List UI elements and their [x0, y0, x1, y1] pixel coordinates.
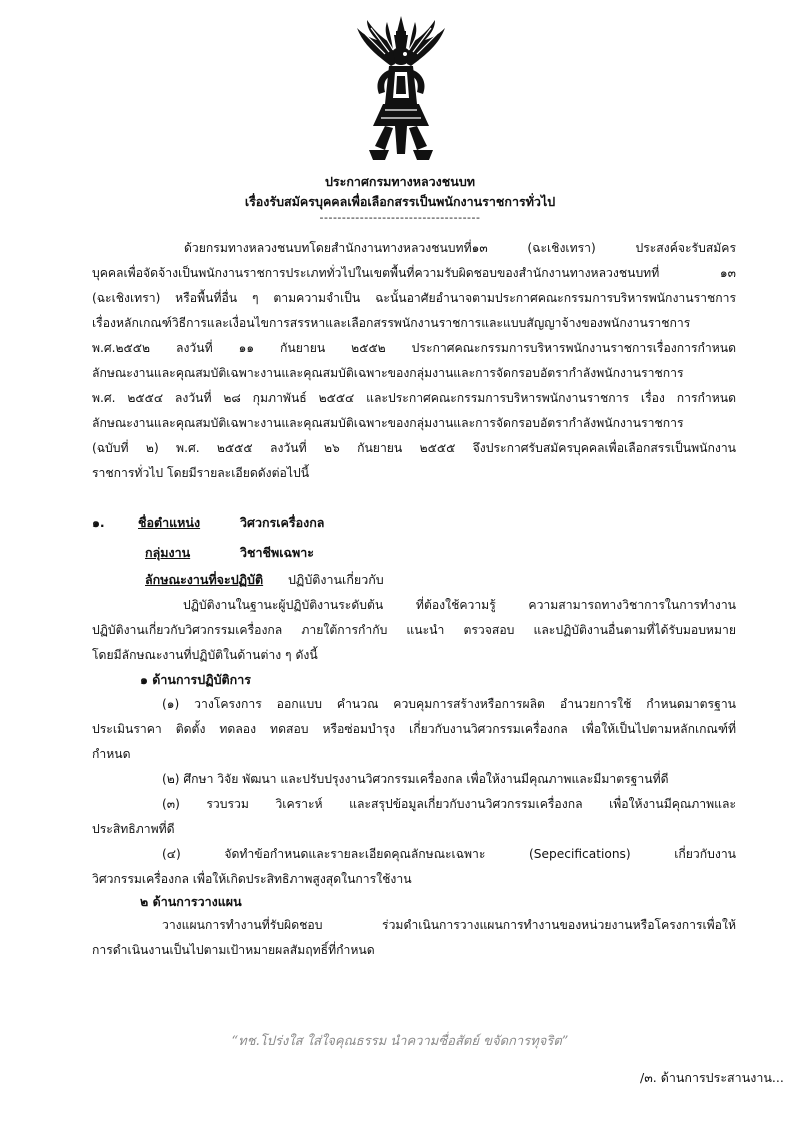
intro-line: ลักษณะงานและคุณสมบัติเฉพาะงานและคุณสมบัติเฉพาะของกลุ่มงานและการจัดกรอบอัตรากำลังพนักงานราชการ [92, 366, 684, 380]
planning-line: วางแผนการทำงานที่รับผิดชอบ ร่วมดำเนินการวางแผนการทำงานของหน่วยงานหรือโครงการเพื่อให้ [162, 918, 736, 932]
operations-heading: ๑ ด้านการปฏิบัติการ [140, 672, 251, 687]
duty-label: ลักษณะงานที่จะปฏิบัติ [145, 572, 264, 587]
op3-line: ประสิทธิภาพที่ดี [92, 822, 175, 836]
op1-line: ประเมินราคา ติดตั้ง ทดลอง ทดสอบ หรือซ่อมบำรุง เกี่ยวกับงานวิศวกรรมเครื่องกล เพื่อให้เป็นไปตามหลักเกณฑ์ที่ [92, 722, 736, 736]
op4-line: (๔) จัดทำข้อกำหนดและรายละเอียดคุณลักษณะเฉพาะ (Sepecifications) เกี่ยวกับงาน [162, 847, 736, 861]
section-number: ๑. [92, 515, 105, 530]
garuda-emblem-icon [355, 14, 447, 164]
duty-desc-line: โดยมีลักษณะงานที่ปฏิบัติในด้านต่าง ๆ ดังนี้ [92, 648, 318, 662]
intro-line: พ.ศ. ๒๕๕๔ ลงวันที่ ๒๘ กุมภาพันธ์ ๒๕๕๔ และประกาศคณะกรรมการบริหารพนักงานราชการ เรื่อง การกำหนด [92, 391, 736, 405]
planning-line: การดำเนินงานเป็นไปตามเป้าหมายผลสัมฤทธิ์ที่กำหนด [92, 943, 375, 957]
duty-value: ปฏิบัติงานเกี่ยวกับ [288, 572, 384, 587]
planning-heading: ๒ ด้านการวางแผน [140, 894, 242, 909]
group-label: กลุ่มงาน [145, 545, 191, 560]
document-title: ประกาศกรมทางหลวงชนบท [325, 174, 475, 189]
position-value: วิศวกรเครื่องกล [240, 515, 325, 530]
op1-line: (๑) วางโครงการ ออกแบบ คำนวณ ควบคุมการสร้างหรือการผลิต อำนวยการใช้ กำหนดมาตรฐาน [162, 697, 736, 711]
op1-line: กำหนด [92, 747, 131, 761]
intro-line: บุคคลเพื่อจัดจ้างเป็นพนักงานราชการประเภททั่วไปในเขตพื้นที่ความรับผิดชอบของสำนักงานทางหลวงชนบทที่ ๑๓ [92, 266, 736, 280]
intro-line: (ฉะเชิงเทรา) หรือพื้นที่อื่น ๆ ตามความจำเป็น ฉะนั้นอาศัยอำนาจตามประกาศคณะกรรมการบริหารพนักงานราชการ [92, 291, 736, 305]
position-label: ชื่อตำแหน่ง [138, 515, 201, 530]
title-separator: ------------------------------------ [319, 211, 481, 224]
intro-line: พ.ศ.๒๕๕๒ ลงวันที่ ๑๑ กันยายน ๒๕๕๒ ประกาศคณะกรรมการบริหารพนักงานราชการเรื่องการกำหนด [92, 341, 736, 355]
intro-line: เรื่องหลักเกณฑ์วิธีการและเงื่อนไขการสรรหาและเลือกสรรพนักงานราชการและแบบสัญญาจ้างของพนักงานราชการ [92, 316, 691, 330]
duty-desc-line: ปฏิบัติงานในฐานะผู้ปฏิบัติงานระดับต้น ที่ต้องใช้ความรู้ ความสามารถทางวิชาการในการทำงาน [183, 598, 736, 612]
intro-line: ราชการทั่วไป โดยมีรายละเอียดดังต่อไปนี้ [92, 466, 310, 480]
duty-desc-line: ปฏิบัติงานเกี่ยวกับวิศวกรรมเครื่องกล ภายใต้การกำกับ แนะนำ ตรวจสอบ และปฏิบัติงานอื่นตามที่ได้รับมอบหมาย [92, 623, 736, 637]
continuation-note: /๓. ด้านการประสานงาน... [640, 1070, 784, 1085]
op4-line: วิศวกรรมเครื่องกล เพื่อให้เกิดประสิทธิภาพสูงสุดในการใช้งาน [92, 872, 412, 886]
op3-line: (๓) รวบรวม วิเคราะห์ และสรุปข้อมูลเกี่ยวกับงานวิศวกรรมเครื่องกล เพื่อให้งานมีคุณภาพและ [162, 797, 736, 811]
intro-line: ด้วยกรมทางหลวงชนบทโดยสำนักงานทางหลวงชนบทที่๑๓ (ฉะเชิงเทรา) ประสงค์จะรับสมัคร [184, 241, 736, 255]
group-value: วิชาชีพเฉพาะ [240, 545, 315, 560]
footer-motto: “ทช.โปร่งใส ใส่ใจคุณธรรม นำความซื่อสัตย์ ขจัดการทุจริต” [231, 1034, 569, 1049]
intro-line: (ฉบับที่ ๒) พ.ศ. ๒๕๕๕ ลงวันที่ ๒๖ กันยายน ๒๕๕๕ จึงประกาศรับสมัครบุคคลเพื่อเลือกสรรเป็นพนักงาน [92, 441, 736, 455]
op2-line: (๒) ศึกษา วิจัย พัฒนา และปรับปรุงงานวิศวกรรมเครื่องกล เพื่อให้งานมีคุณภาพและมีมาตรฐานที่ดี [162, 772, 669, 786]
intro-line: ลักษณะงานและคุณสมบัติเฉพาะงานและคุณสมบัติเฉพาะของกลุ่มงานและการจัดกรอบอัตรากำลังพนักงานราชการ [92, 416, 684, 430]
document-subject: เรื่องรับสมัครบุคคลเพื่อเลือกสรรเป็นพนักงานราชการทั่วไป [244, 194, 556, 209]
